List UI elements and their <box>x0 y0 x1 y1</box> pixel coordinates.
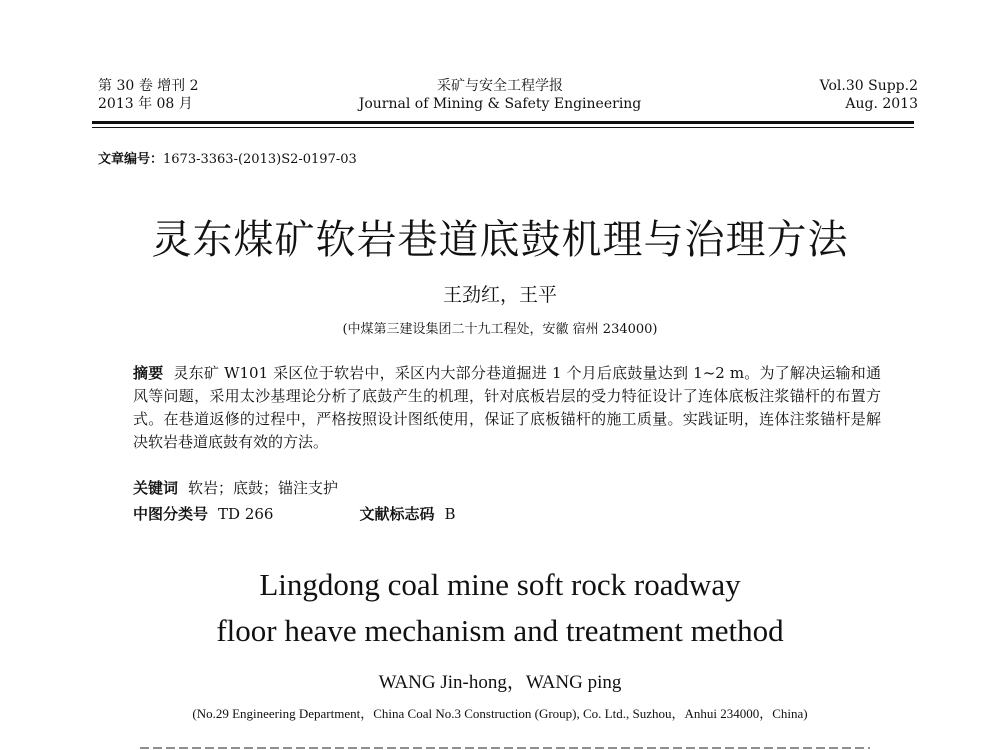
doc-code-label: 文献标志码 <box>359 505 435 523</box>
title-zh: 灵东煤矿软岩巷道底鼓机理与治理方法 <box>151 217 849 263</box>
authors-zh: 王劲红，王平 <box>442 284 557 306</box>
abstract-text: 灵东矿 W101 采区位于软岩中，采区内大部分巷道掘进 1 个月后底鼓量达到 1~2 m。为了解决运输和通风等问题，采用太沙基理论分析了底鼓产生的机理，针对底板岩层的受力特征设计了连体底板注浆锚杆的布置方式。在巷道返修的过程中，严格按照设计图纸使用，保证了底板锚杆的施工质量。实践证明，连体注浆锚杆是解决软岩巷道底鼓有效的方法。 <box>133 364 881 451</box>
title-en-line1: Lingdong coal mine soft rock roadway <box>259 567 741 602</box>
journal-name-zh: 采矿与安全工程学报 <box>437 78 563 94</box>
article-number-label: 文章编号： <box>98 152 164 167</box>
clc-value: TD 266 <box>218 505 274 523</box>
article-number <box>98 148 357 167</box>
header-rule-thin <box>92 127 914 128</box>
affiliation-en: (No.29 Engineering Department，China Coal No.3 Construction (Group), Co. Ltd., Suzhou，Anhui 234000，China) <box>192 706 808 721</box>
clc-label: 中图分类号 <box>133 505 209 523</box>
keywords-text: 软岩；底鼓；锚注支护 <box>188 479 339 497</box>
volume-issue: 第 30 卷 增刊 2 <box>98 78 199 94</box>
abstract-label: 摘要 <box>133 364 164 382</box>
article-number-value: 1673-3363-(2013)S2-0197-03 <box>163 152 357 167</box>
authors-en: WANG Jin-hong，WANG ping <box>378 672 622 693</box>
issue-info-en <box>760 77 918 113</box>
doc-code-value: B <box>444 505 456 523</box>
affiliation-zh: (中煤第三建设集团二十九工程处，安徽 宿州 234000) <box>342 322 658 337</box>
issue-date: 2013 年 08 月 <box>98 96 193 112</box>
cut-off-text-line <box>140 742 870 750</box>
classification <box>133 503 456 524</box>
title-en-line2: floor heave mechanism and treatment method <box>216 613 784 648</box>
header-rule-thick <box>92 121 914 124</box>
issue-info <box>98 77 199 113</box>
issue-date-en: Aug. 2013 <box>845 96 918 112</box>
keywords <box>133 477 338 498</box>
keywords-label: 关键词 <box>133 479 179 497</box>
journal-name-en: Journal of Mining & Safety Engineering <box>358 96 642 112</box>
journal-name <box>330 77 670 113</box>
volume-supp-en: Vol.30 Supp.2 <box>819 78 918 94</box>
abstract <box>133 362 881 454</box>
